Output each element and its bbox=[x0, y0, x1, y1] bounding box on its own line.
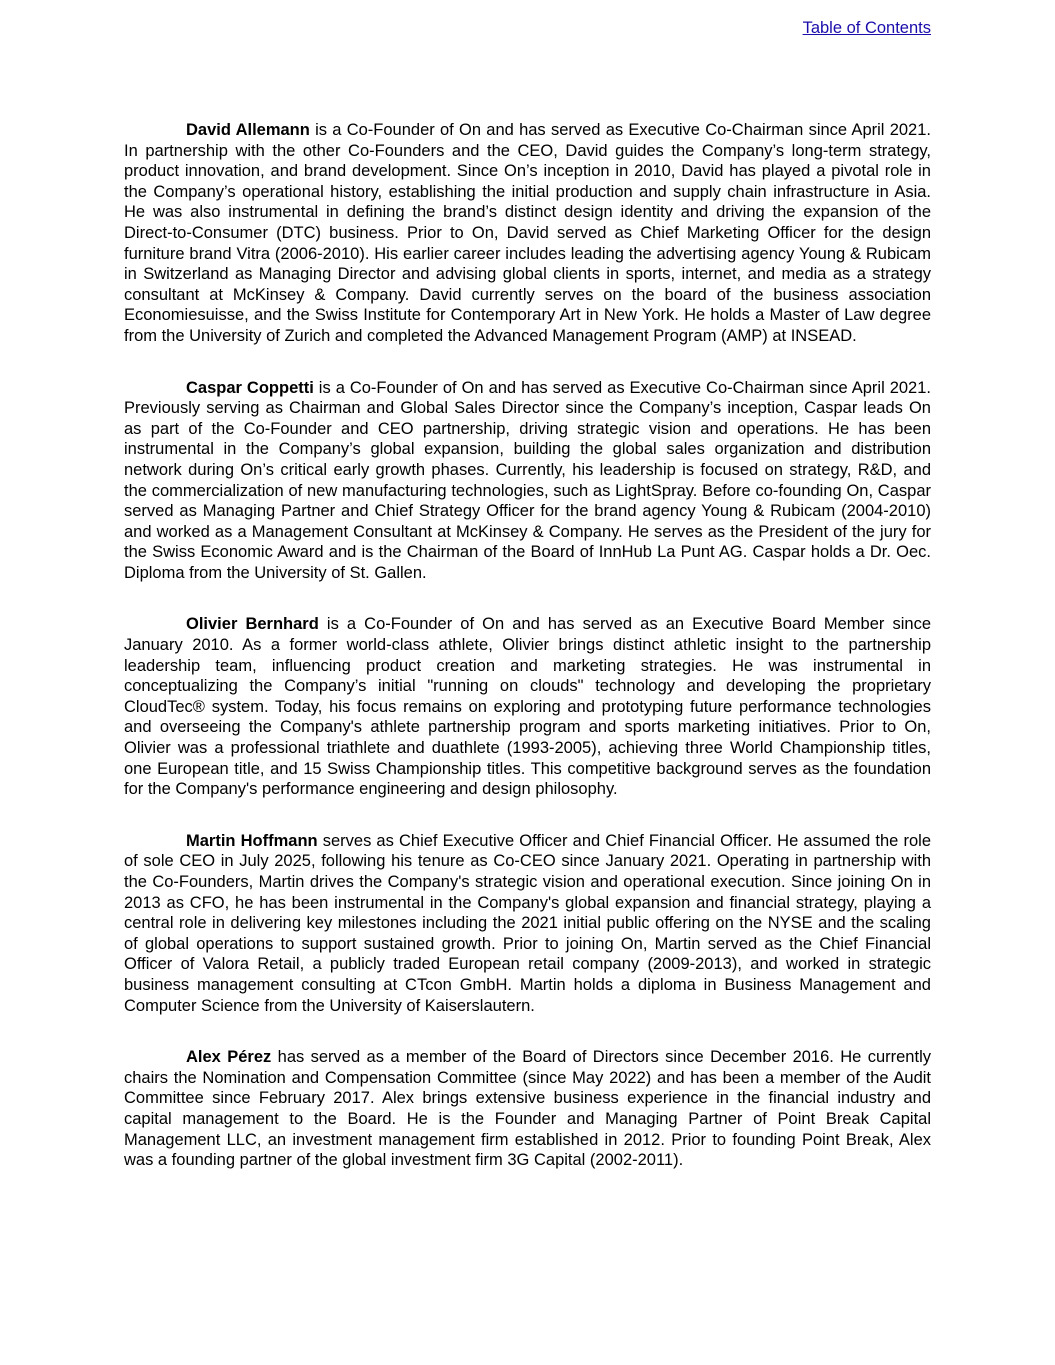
bio-text: is a Co-Founder of On and has served as Executive Co-Chairman since April 2021. Previously serving as Chairman and Global Sales Director since the Company’s inception, Caspar leads On as part of the Co-Founder and CEO partnership, driving strategic vision and operations. He has been instrumental in the Company’s global expansion, building the global sales organization and distribution network during On’s critical early growth phases. Currently, his leadership is focused on strategy, R&D, and the commercialization of new manufacturing technologies, such as LightSpray. Before co-founding On, Caspar served as Managing Partner and Chief Strategy Officer for the brand agency Young & Rubicam (2004-2010) and worked as a Management Consultant at McKinsey & Company. He serves as the President of the jury for the Swiss Economic Award and is the Chairman of the Board of InnHub La Punt AG. Caspar holds a Dr. Oec. Diploma from the University of St. Gallen. bbox=[124, 378, 931, 582]
bio-name: Olivier Bernhard bbox=[186, 615, 319, 634]
bio-text: is a Co-Founder of On and has served as Executive Co-Chairman since April 2021. In partnership with the other Co-Founders and the CEO, David guides the Company’s long-term strategy, product innovation, and brand development. Since On’s inception in 2010, David has played a pivotal role in the Company’s operational history, establishing the initial production and supply chain infrastructure in Asia. He was also instrumental in defining the brand’s distinct design identity and driving the expansion of the Direct-to-Consumer (DTC) business. Prior to On, David served as Chief Marketing Officer for the design furniture brand Vitra (2006-2010). His earlier career includes leading the advertising agency Young & Rubicam in Switzerland as Managing Director and advising global clients in sports, internet, and media as a strategy consultant at McKinsey & Company. David currently serves on the board of the business association Economiesuisse, and the Swiss Institute for Contemporary Art in New York. He holds a Master of Law degree from the University of Zurich and completed the Advanced Management Program (AMP) at INSEAD. bbox=[124, 121, 931, 345]
bio-name: Martin Hoffmann bbox=[186, 831, 318, 850]
bio-paragraph-olivier-bernhard bbox=[124, 614, 931, 799]
bio-paragraph-caspar-coppetti bbox=[124, 378, 931, 584]
bio-name: Alex Pérez bbox=[186, 1048, 272, 1067]
bio-text: is a Co-Founder of On and has served as an Executive Board Member since January 2010. As a former world-class athlete, Olivier brings distinct athletic insight to the partnership leadership team, influencing product creation and marketing strategies. He was instrumental in conceptualizing the Company’s initial "running on clouds" technology and developing the proprietary CloudTec® system. Today, his focus remains on exploring and prototyping future performance technologies and overseeing the Company's athlete partnership program and sports marketing initiatives. Prior to On, Olivier was a professional triathlete and duathlete (1993-2005), achieving three World Championship titles, one European title, and 15 Swiss Championship titles. This competitive background serves as the foundation for the Company's performance engineering and design philosophy. bbox=[124, 615, 932, 799]
biographies-section bbox=[124, 120, 931, 1202]
bio-text: has served as a member of the Board of Directors since December 2016. He currently chairs the Nomination and Compensation Committee (since May 2022) and has been a member of the Audit Committee since February 2017. Alex brings extensive business experience in the financial industry and capital management to the Board. He is the Founder and Managing Partner of Point Break Capital Management LLC, an investment management firm established in 2012. Prior to founding Point Break, Alex was a founding partner of the global investment firm 3G Capital (2002-2011). bbox=[124, 1048, 931, 1170]
bio-paragraph-martin-hoffmann bbox=[124, 831, 931, 1016]
bio-name: Caspar Coppetti bbox=[186, 378, 314, 397]
bio-name: David Allemann bbox=[186, 121, 310, 139]
table-of-contents-link[interactable]: Table of Contents bbox=[802, 19, 931, 37]
bio-paragraph-david-allemann bbox=[124, 120, 931, 347]
bio-paragraph-alex-perez bbox=[124, 1047, 931, 1171]
bio-text: serves as Chief Executive Officer and Chief Financial Officer. He assumed the role of sole CEO in July 2025, following his tenure as Co-CEO since January 2021. Operating in partnership with the Co-Founders, Martin drives the Company's strategic vision and operational execution. Since joining On in 2013 as CFO, he has been instrumental in the Company's global expansion and financial strategy, playing a central role in delivering key milestones including the 2021 initial public offering on the NYSE and the scaling of global operations to support sustained growth. Prior to joining On, Martin served as the Chief Financial Officer of Valora Retail, a publicly traded European retail company (2009-2013), and worked in strategic business management consulting at CTcon GmbH. Martin holds a diploma in Business Management and Computer Science from the University of Kaiserslautern. bbox=[124, 831, 931, 1015]
